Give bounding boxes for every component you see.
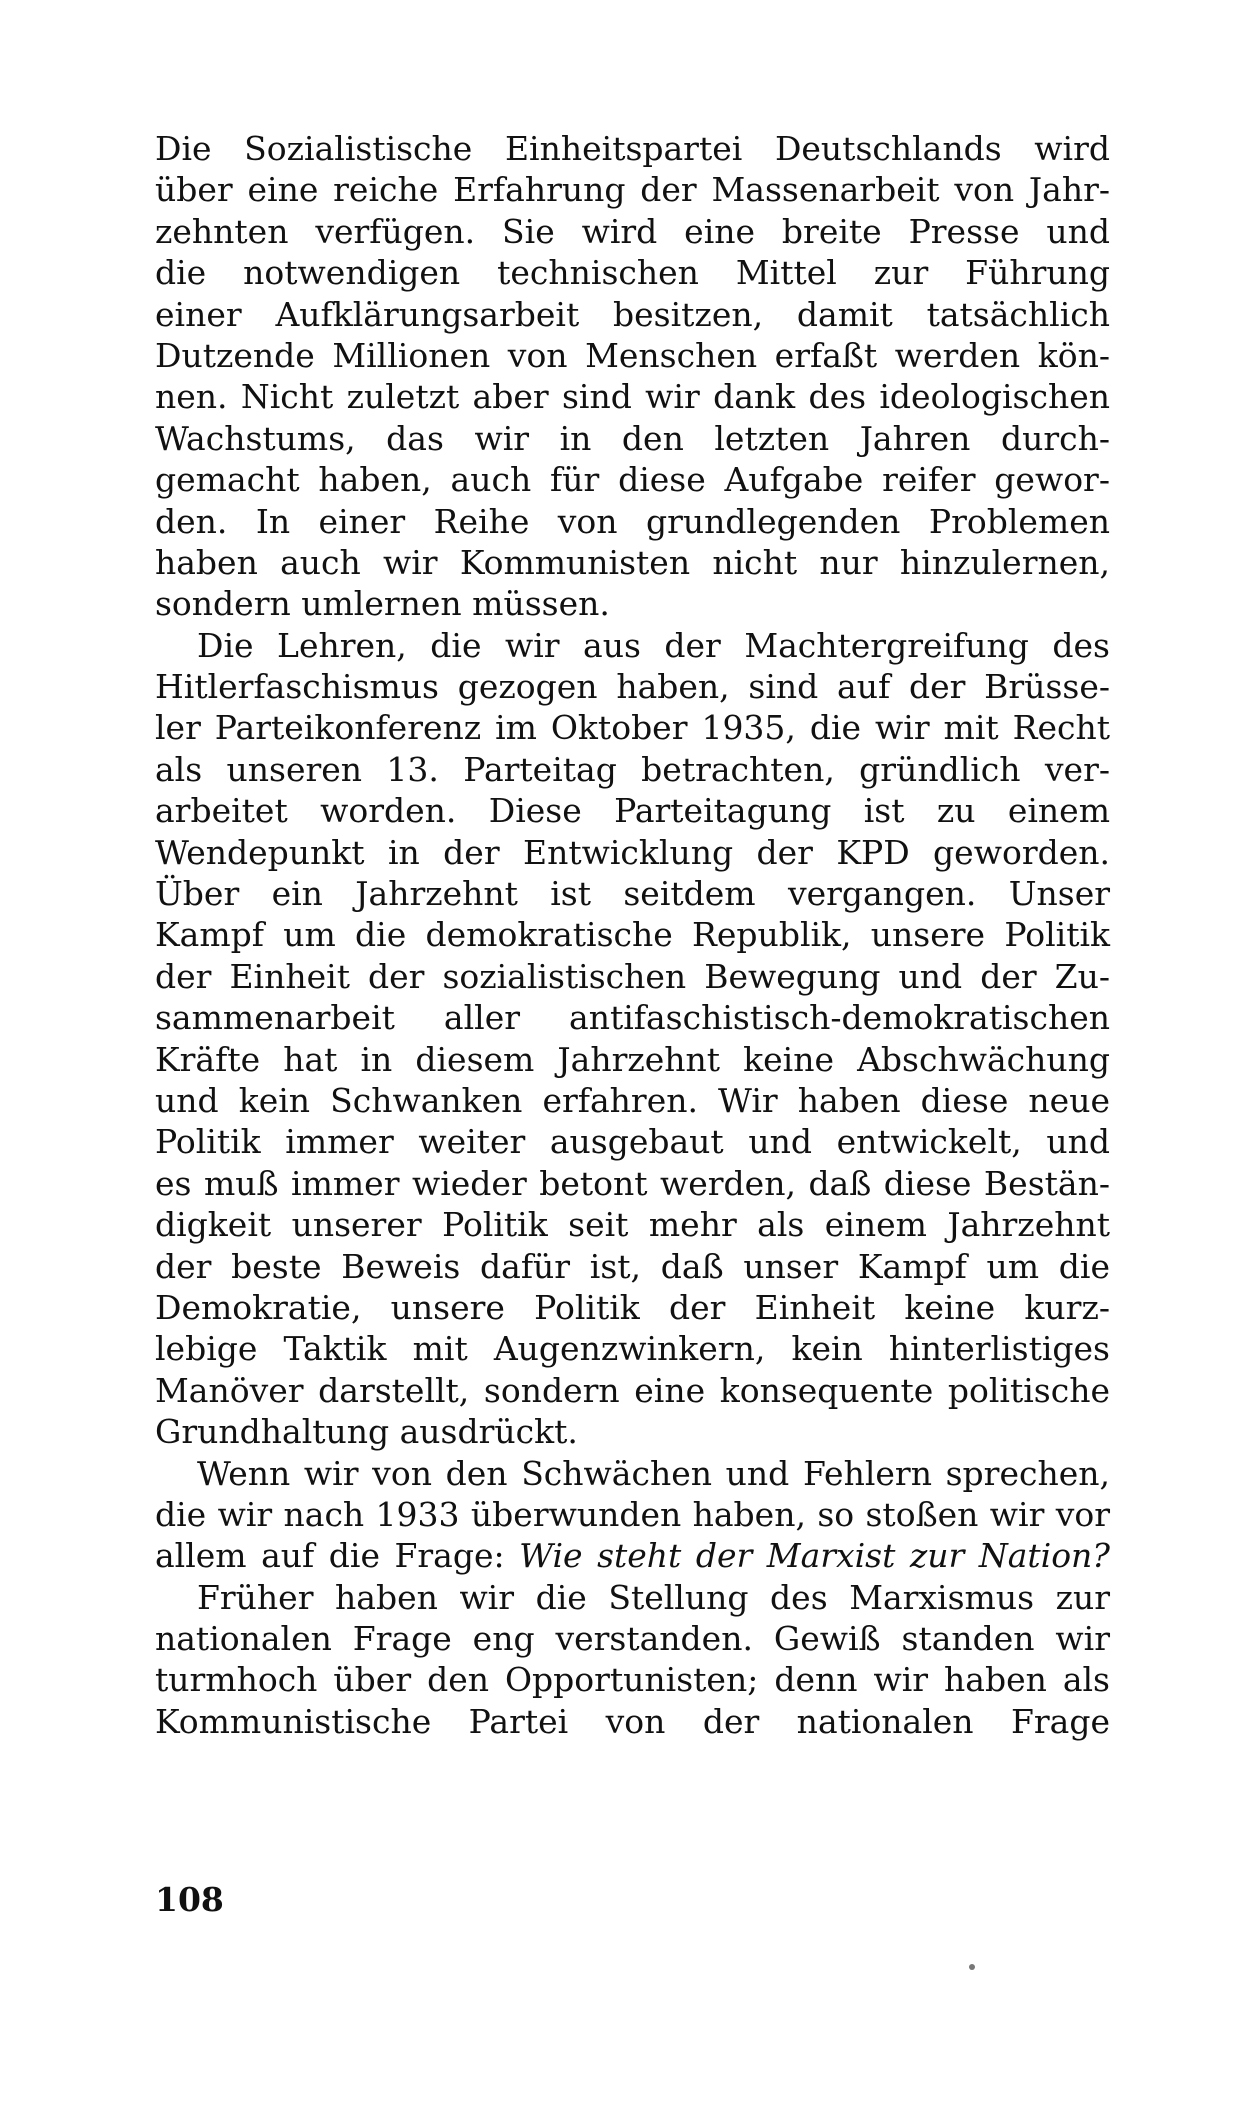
text-line: Demokratie, unsere Politik der Einheit keine kurz- [155, 1287, 1110, 1327]
text-line: Über ein Jahrzehnt ist seitdem vergangen. Unser [155, 874, 1110, 914]
text-line: Dutzende Millionen von Menschen erfaßt werden kön- [155, 335, 1110, 375]
text-line: die notwendigen technischen Mittel zur Führung [155, 253, 1110, 293]
text-line: Grundhaltung ausdrückt. [155, 1412, 578, 1452]
page-number: 108 [155, 1880, 224, 1919]
text-line: über eine reiche Erfahrung der Massenarbeit von Jahr- [155, 170, 1110, 210]
text-line: zehnten verfügen. Sie wird eine breite Presse und [155, 211, 1110, 251]
text-line: Wachstums, das wir in den letzten Jahren durch- [155, 418, 1110, 458]
text-line: Politik immer weiter ausgebaut und entwickelt, und [155, 1122, 1110, 1162]
text-line: Manöver darstellt, sondern eine konsequente politische [155, 1370, 1110, 1410]
text-line: Wenn wir von den Schwächen und Fehlern sprechen, [197, 1453, 1110, 1493]
body-text [155, 128, 1110, 1742]
text-line: Kampf um die demokratische Republik, unsere Politik [155, 915, 1110, 955]
text-line: als unseren 13. Parteitag betrachten, gründlich ver- [155, 749, 1110, 789]
text-line-lead: allem auf die Frage: [155, 1536, 520, 1576]
text-line: sammenarbeit aller antifaschistisch-demokratischen [155, 998, 1110, 1038]
text-line: einer Aufklärungsarbeit besitzen, damit tatsächlich [155, 294, 1110, 334]
text-line: Kommunistische Partei von der nationalen Frage [155, 1701, 1110, 1741]
text-line-with-question [155, 1535, 1110, 1576]
text-line: Wendepunkt in der Entwicklung der KPD geworden. [155, 832, 1110, 872]
text-line: es muß immer wieder betont werden, daß diese Bestän- [155, 1163, 1110, 1203]
text-line: Die Sozialistische Einheitspartei Deutschlands wird [155, 129, 1110, 168]
text-line: ler Parteikonferenz im Oktober 1935, die wir mit Recht [155, 708, 1110, 748]
text-line: die wir nach 1933 überwunden haben, so stoßen wir vor [155, 1494, 1110, 1534]
text-line: und kein Schwanken erfahren. Wir haben diese neue [155, 1080, 1110, 1120]
text-line: lebige Taktik mit Augenzwinkern, kein hinterlistiges [155, 1329, 1110, 1369]
text-line: arbeitet worden. Diese Parteitagung ist zu einem [155, 791, 1110, 831]
text-line: gemacht haben, auch für diese Aufgabe reifer gewor- [155, 460, 1110, 500]
text-line: Früher haben wir die Stellung des Marxismus zur [197, 1577, 1110, 1617]
text-line: digkeit unserer Politik seit mehr als einem Jahrzehnt [155, 1205, 1110, 1245]
text-line: haben auch wir Kommunisten nicht nur hinzulernen, [155, 542, 1110, 582]
text-line: turmhoch über den Opportunisten; denn wir haben als [155, 1660, 1110, 1700]
italic-question: Wie steht der Marxist zur Nation? [519, 1536, 1111, 1576]
ink-speck [969, 1964, 975, 1970]
text-line: Hitlerfaschismus gezogen haben, sind auf der Brüsse- [155, 667, 1110, 707]
text-line: sondern umlernen müssen. [155, 584, 610, 624]
text-line: nationalen Frage eng verstanden. Gewiß standen wir [155, 1619, 1110, 1659]
text-line: den. In einer Reihe von grundlegenden Problemen [155, 501, 1110, 541]
text-line: der Einheit der sozialistischen Bewegung und der Zu- [155, 956, 1110, 996]
text-line: Kräfte hat in diesem Jahrzehnt keine Abschwächung [155, 1039, 1110, 1079]
text-line: nen. Nicht zuletzt aber sind wir dank des ideologischen [155, 377, 1110, 417]
text-line: Die Lehren, die wir aus der Machtergreifung des [197, 625, 1110, 665]
text-line: der beste Beweis dafür ist, daß unser Kampf um die [155, 1246, 1110, 1286]
